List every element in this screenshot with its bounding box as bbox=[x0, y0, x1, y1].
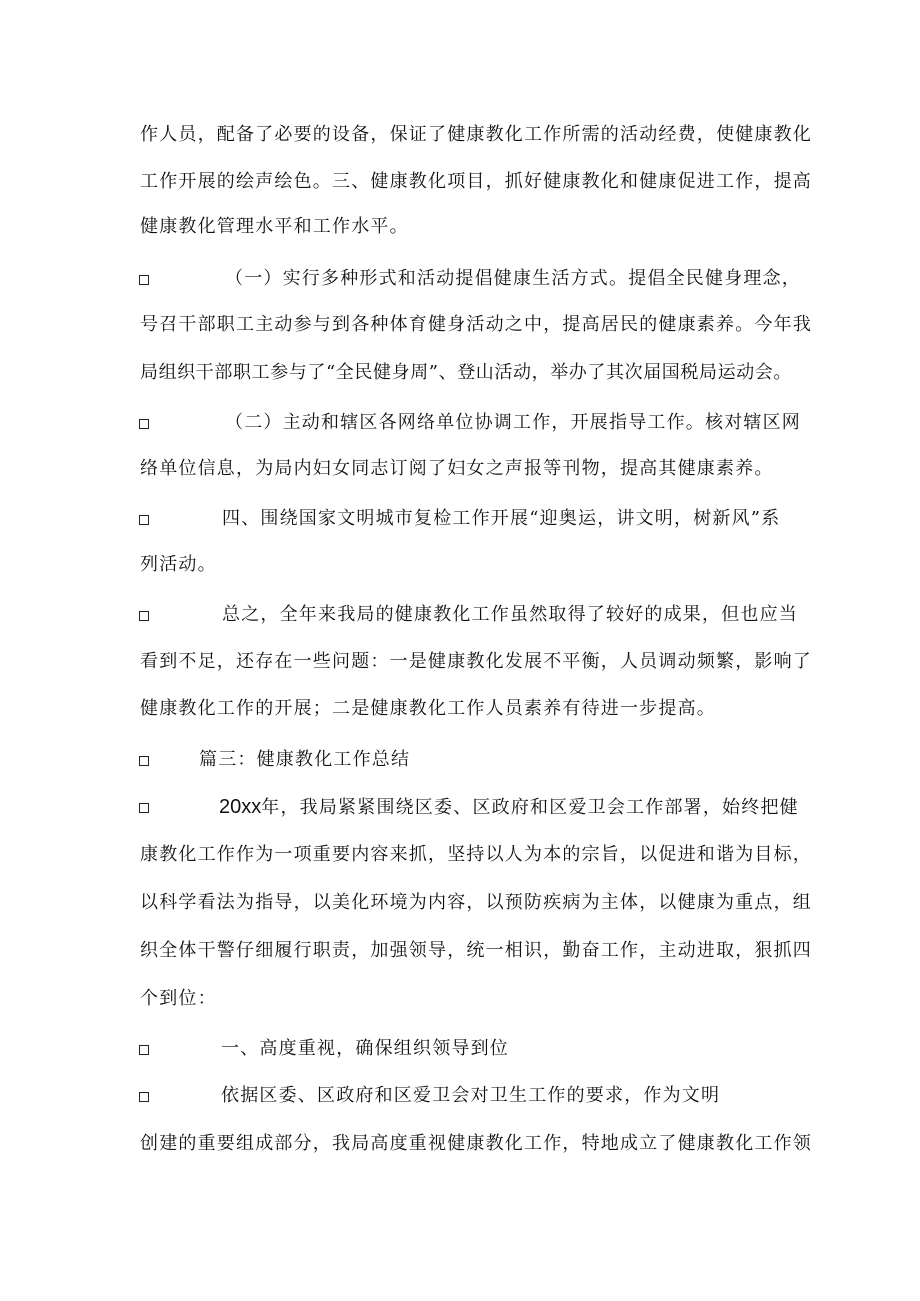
bullet-box-icon bbox=[139, 1092, 149, 1102]
bullet-box-icon bbox=[139, 803, 149, 813]
paragraph-line: 康教化工作作为一项重要内容来抓，坚持以人为本的宗旨，以促进和谐为目标， bbox=[140, 844, 812, 865]
paragraph-line: 以科学看法为指导，以美化环境为内容，以预防疾病为主体，以健康为重点，组 bbox=[140, 892, 812, 913]
bullet-box-icon bbox=[139, 756, 149, 766]
section-heading: 一、高度重视，确保组织领导到位 bbox=[221, 1038, 509, 1059]
paragraph-line: 局组织干部职工参与了“全民健身周”、登山活动，举办了其次届国税局运动会。 bbox=[140, 362, 793, 383]
bullet-box-icon bbox=[139, 419, 149, 429]
paragraph-text: 年，我局紧紧围绕区委、区政府和区爱卫会工作部署，始终把健 bbox=[261, 797, 799, 818]
paragraph-line: 总之，全年来我局的健康教化工作虽然取得了较好的成果，但也应当 bbox=[222, 604, 798, 625]
bullet-box-icon bbox=[139, 611, 149, 621]
paragraph-line: 看到不足，还存在一些问题：一是健康教化发展不平衡，人员调动频繁，影响了 bbox=[140, 651, 812, 672]
bullet-box-icon bbox=[139, 1045, 149, 1055]
paragraph-line: 四、围绕国家文明城市复检工作开展“迎奥运，讲文明，树新风”系 bbox=[222, 508, 781, 529]
paragraph-line: （二）主动和辖区各网络单位协调工作，开展指导工作。核对辖区网 bbox=[225, 412, 801, 433]
paragraph-line: 依据区委、区政府和区爱卫会对卫生工作的要求，作为文明 bbox=[221, 1085, 721, 1106]
year-text: 20xx bbox=[219, 796, 262, 818]
paragraph-line: 络单位信息，为局内妇女同志订阅了妇女之声报等刊物，提高其健康素养。 bbox=[140, 458, 774, 479]
paragraph-line: 作人员，配备了必要的设备，保证了健康教化工作所需的活动经费，使健康教化 bbox=[140, 124, 812, 145]
bullet-box-icon bbox=[139, 515, 149, 525]
paragraph-line: 创建的重要组成部分，我局高度重视健康教化工作，特地成立了健康教化工作领 bbox=[140, 1133, 812, 1154]
paragraph-line: 工作开展的绘声绘色。三、健康教化项目，抓好健康教化和健康促进工作，提高 bbox=[140, 171, 812, 192]
paragraph-line: 健康教化管理水平和工作水平。 bbox=[140, 216, 409, 237]
section-heading: 篇三：健康教化工作总结 bbox=[199, 749, 411, 770]
paragraph-line: 列活动。 bbox=[140, 554, 217, 575]
paragraph-line: （一）实行多种形式和活动提倡健康生活方式。提倡全民健身理念， bbox=[225, 268, 801, 289]
paragraph-line: 健康教化工作的开展；二是健康教化工作人员素养有待进一步提高。 bbox=[140, 698, 716, 719]
paragraph-line: 个到位： bbox=[140, 988, 217, 1009]
bullet-box-icon bbox=[139, 275, 149, 285]
paragraph-line: 号召干部职工主动参与到各种体育健身活动之中，提高居民的健康素养。今年我 bbox=[140, 314, 812, 335]
paragraph-line-start bbox=[219, 795, 799, 820]
paragraph-line: 织全体干警仔细履行职责，加强领导，统一相识，勤奋工作，主动进取，狠抓四 bbox=[140, 940, 812, 961]
